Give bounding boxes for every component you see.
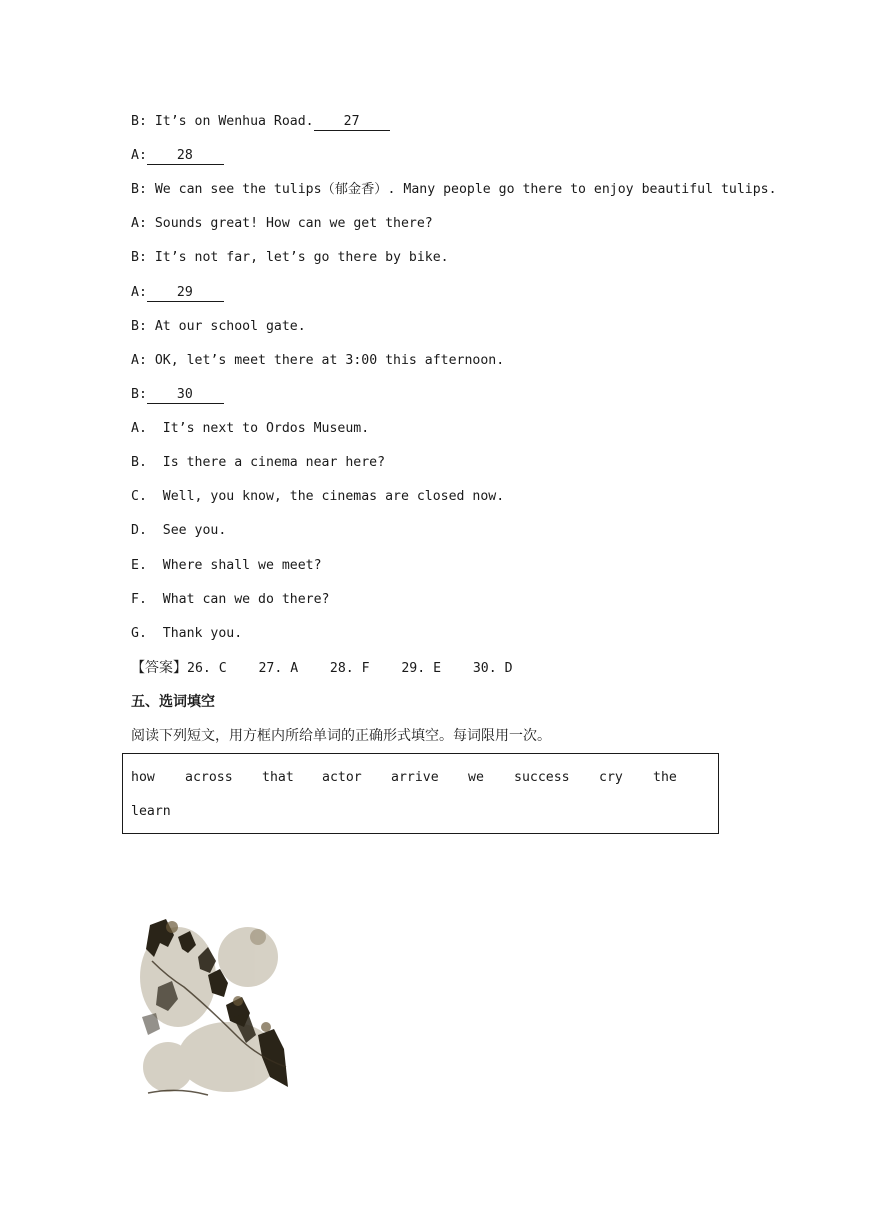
option-g: G. Thank you. xyxy=(131,626,243,641)
answer-key xyxy=(131,659,513,678)
word-bank-item: learn xyxy=(131,804,171,819)
option-d: D. See you. xyxy=(131,523,227,538)
answer-blank-29: 29 xyxy=(147,285,224,302)
word-bank-item: cry xyxy=(599,770,623,785)
dialogue-line-1: B: It’s on Wenhua Road. 27 xyxy=(131,113,390,131)
word-bank-item: actor xyxy=(322,770,362,785)
word-bank-item: we xyxy=(468,770,484,785)
dialogue-line-9: B: 30 xyxy=(131,386,224,404)
word-bank-item: arrive xyxy=(391,770,439,785)
word-bank-item: the xyxy=(653,770,677,785)
dialogue-line-5: B: It’s not far, let’s go there by bike. xyxy=(131,250,449,265)
word-bank-item: across xyxy=(185,770,233,785)
option-a: A. It’s next to Ordos Museum. xyxy=(131,421,370,436)
illustration-climbers-ink-icon xyxy=(138,917,290,1102)
dialogue-line-3: B: We can see the tulips（郁金香）. Many people go there to enjoy beautiful tulips. xyxy=(131,182,777,197)
dialogue-line-6: A: 29 xyxy=(131,284,224,302)
word-bank-item: that xyxy=(262,770,294,785)
section-instruction: 阅读下列短文，用方框内所给单词的正确形式填空。每词限用一次。 xyxy=(131,728,551,744)
word-bank-box xyxy=(122,753,719,834)
word-bank-item: success xyxy=(514,770,570,785)
answer-text: 26. C 27. A 28. F 29. E 30. D xyxy=(187,661,513,676)
answer-blank-28: 28 xyxy=(147,148,224,165)
answer-label: 【答案】 xyxy=(131,660,187,676)
option-b: B. Is there a cinema near here? xyxy=(131,455,386,470)
answer-blank-30: 30 xyxy=(147,387,224,404)
section-title: 五、选词填空 xyxy=(131,694,215,710)
option-c: C. Well, you know, the cinemas are closed now. xyxy=(131,489,505,504)
word-bank-item: how xyxy=(131,770,155,785)
dialogue-line-7: B: At our school gate. xyxy=(131,319,306,334)
dialogue-line-4: A: Sounds great! How can we get there? xyxy=(131,216,433,231)
dialogue-line-2: A: 28 xyxy=(131,147,224,165)
answer-blank-27: 27 xyxy=(314,114,390,131)
dialogue-line-8: A: OK, let’s meet there at 3:00 this afternoon. xyxy=(131,353,505,368)
option-e: E. Where shall we meet? xyxy=(131,558,322,573)
option-f: F. What can we do there? xyxy=(131,592,330,607)
